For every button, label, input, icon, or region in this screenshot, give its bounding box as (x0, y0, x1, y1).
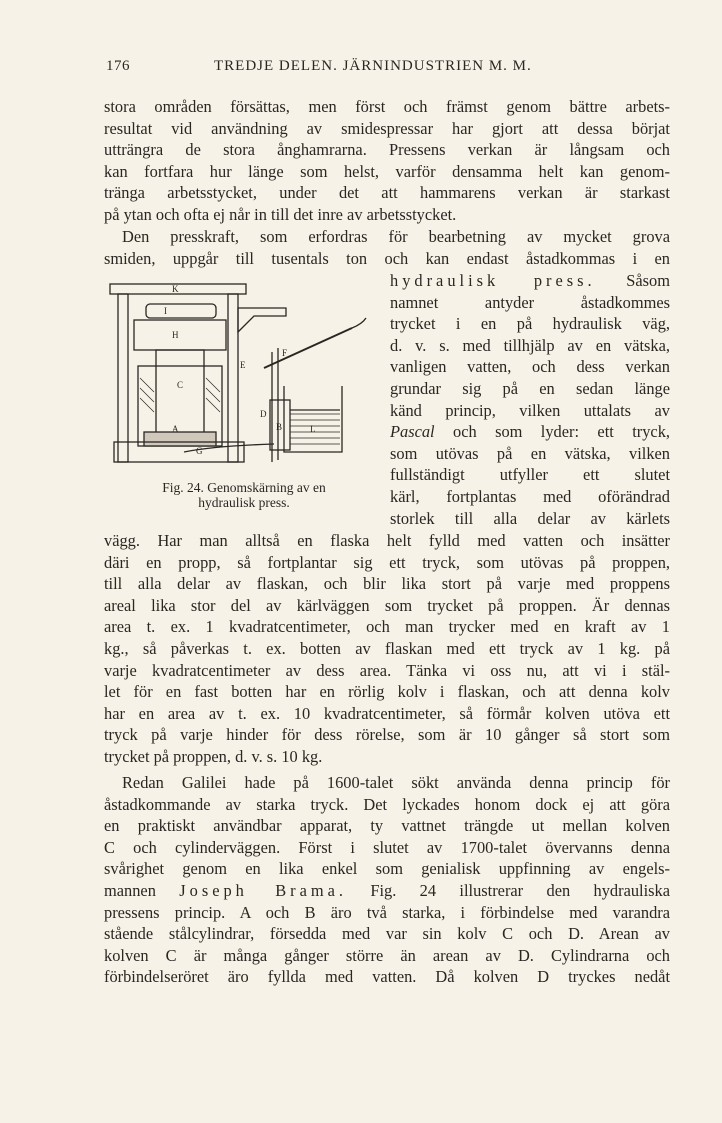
text-line: kan fortfara hur länge som helst, varför densamma helt kan genom- (104, 161, 670, 181)
label-K: K (172, 284, 179, 294)
text-line: svårighet genom en lika enkel som genialisk uppfinning av engels- (104, 859, 670, 879)
paragraph-2-rest (104, 530, 670, 768)
text-line: kolven C är många gånger större än arean av D. Cylindrarna och (104, 945, 670, 965)
text-line: hydraulisk press. Såsom (390, 271, 671, 290)
text-line: tryck på varje hinder för dess rörelse, som är 10 gånger så stort som (104, 725, 670, 745)
text-line: Pascal och som lyder: ett tryck, (390, 422, 670, 442)
text-line: stående stålcylindrar, försedda med var sin kolv C och D. Arean av (104, 924, 670, 944)
text-line: däri en propp, så fortplantar sig ett tryck, som utövas på proppen, (104, 552, 670, 572)
text-line: kg., så påverkas t. ex. botten av flaskan med ett tryck av 1 kg. på (104, 638, 670, 658)
text-line: till alla delar av flaskan, och blir lika stort på varje med proppens (104, 574, 670, 594)
text-line: area t. ex. 1 kvadratcentimeter, och man trycker med en kraft av 1 (104, 617, 670, 637)
caption-line-1: Fig. 24. Genomskärning av en (162, 480, 326, 495)
paragraph-2-start (104, 226, 670, 269)
text-line: namnet antyder åstadkommes (390, 292, 670, 312)
label-B: B (276, 422, 283, 432)
text-line: åstadkommande av starka tryck. Det lyckades honom dock ej att göra (104, 794, 670, 814)
text-line: stora områden försättas, men först och främst genom bättre arbets- (104, 97, 670, 116)
text-line: storlek till alla delar av kärlets (390, 508, 670, 528)
text-line: känd princip, vilken uttalats av (390, 400, 670, 420)
text-line: fullständigt utfyller ett slutet (390, 465, 670, 485)
text-line: trycket på proppen, d. v. s. 10 kg. (104, 746, 323, 766)
label-H: H (172, 330, 179, 340)
label-G: G (196, 446, 203, 456)
text-line: grundar sig på en sedan länge (390, 378, 670, 398)
text-line: utträngra de stora ånghamrarna. Pressens verkan är långsam och (104, 140, 670, 160)
text-line: C och cylinderväggen. Först i slutet av 1700-talet övervanns denna (104, 837, 670, 857)
text-line: d. v. s. med tillhjälp av en vätska, (390, 335, 670, 355)
text-line: mannen Joseph Brama. Fig. 24 illustrerar den hydrauliska (104, 880, 670, 900)
paragraph-3 (104, 772, 670, 988)
paragraph-1 (104, 96, 670, 226)
label-A: A (172, 424, 179, 434)
text-line: resultat vid användning av smidespressar har gjort att dessa börjat (104, 118, 670, 138)
text-line: förbindelseröret äro fyllda med vatten. Då kolven D tryckes nedåt (104, 967, 670, 987)
page-number: 176 (106, 58, 130, 74)
label-I: I (164, 306, 167, 316)
text-line: areal lika stor del av kärlväggen som trycket på proppen. Är dennas (104, 595, 670, 615)
side-column-text (390, 270, 670, 529)
text-line: som utövas på en vätska, vilken (390, 443, 670, 463)
text-line: varje kvadratcentimeter av dess area. Tänka vi oss nu, att vi i stäl- (104, 660, 670, 680)
caption-line-2: hydraulisk press. (198, 495, 290, 510)
text-line: vägg. Har man alltså en flaska helt fylld med vatten och insätter (104, 531, 670, 550)
label-F: F (282, 348, 288, 358)
text-line: en praktiskt användbar apparat, ty vattnet trängde ut mellan kolven (104, 816, 670, 836)
text-line: smiden, uppgår till tusentals ton och kan endast åstadkommas i en (104, 248, 670, 268)
text-line: Den presskraft, som erfordras för bearbetning av mycket grova (122, 227, 670, 246)
label-C: C (177, 380, 184, 390)
text-line: vanligen vatten, och dess verkan (390, 357, 670, 377)
label-D: D (260, 409, 267, 419)
label-E: E (240, 360, 246, 370)
text-line: let för en fast botten har en rörlig kolv i flaskan, och att denna kolv (104, 682, 670, 702)
figure-caption (104, 480, 384, 510)
text-line: har en area av t. ex. 10 kvadratcentimeter, så förmår kolven utöva ett (104, 703, 670, 723)
text-line: Redan Galilei hade på 1600-talet sökt använda denna princip för (122, 773, 670, 792)
hydraulic-press-figure (104, 282, 384, 472)
text-line: kärl, fortplantas med oförändrad (390, 486, 670, 506)
running-title: TREDJE DELEN. JÄRNINDUSTRIEN M. M. (214, 58, 532, 74)
text-line: pressens princip. A och B äro två starka, i förbindelse med varandra (104, 902, 670, 922)
text-line: tränga arbetsstycket, under det att hammarens verkan är starkast (104, 183, 670, 203)
text-line: trycket i en på hydraulisk väg, (390, 314, 670, 334)
text-line: på ytan och ofta ej når in till det inre av arbetsstycket. (104, 204, 457, 224)
label-L: L (310, 424, 316, 434)
